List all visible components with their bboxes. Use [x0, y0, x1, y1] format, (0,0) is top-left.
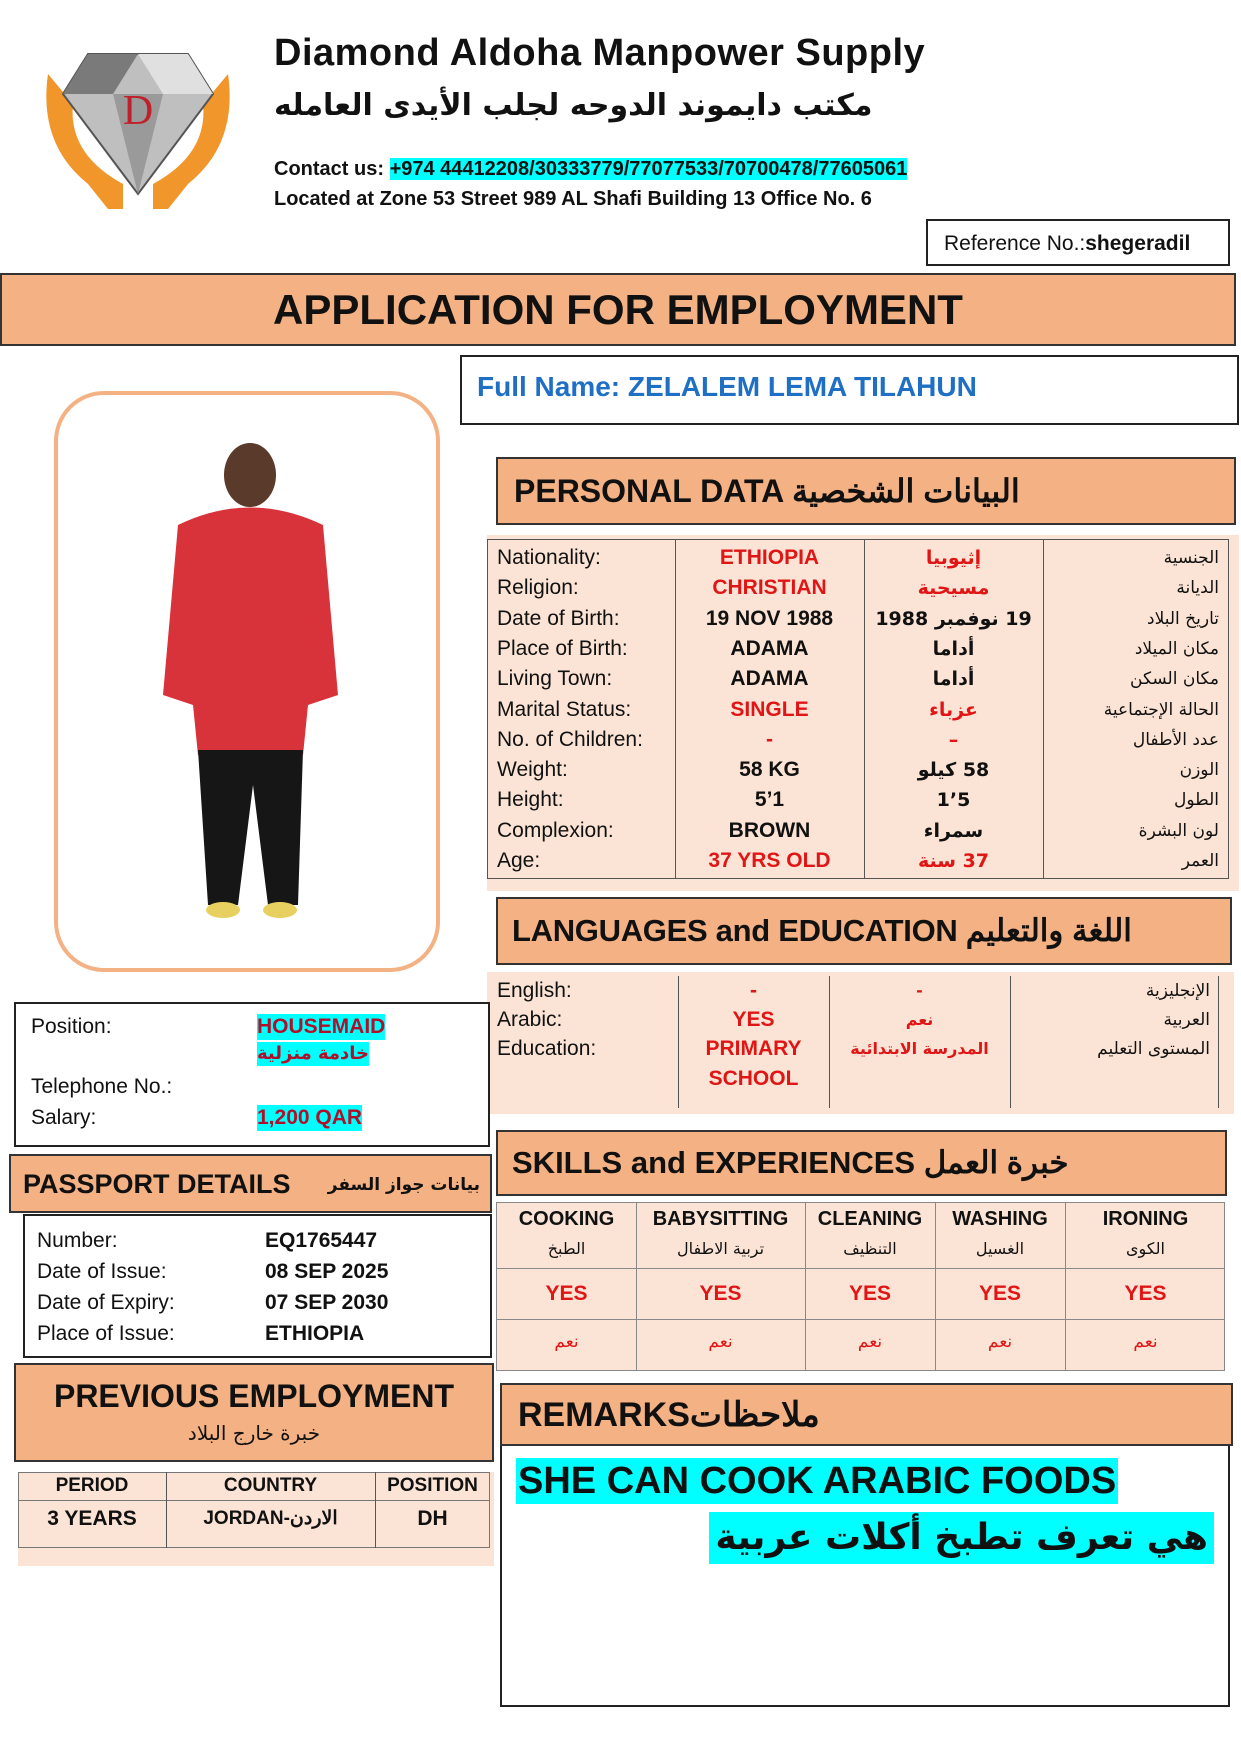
- personal-data-header-text: PERSONAL DATA البيانات الشخصية: [514, 473, 1020, 509]
- position-value-prev: DH: [417, 1507, 448, 1530]
- personal-label: No. of Children:: [497, 727, 643, 751]
- passport-label: Date of Issue:: [37, 1260, 167, 1283]
- personal-value-arabic: –: [948, 728, 959, 751]
- reference-box: [926, 219, 1230, 266]
- position-box: [14, 1002, 490, 1147]
- application-title-text: APPLICATION FOR EMPLOYMENT: [273, 286, 963, 333]
- personal-value-arabic: 19 نوفمبر 1988: [875, 607, 1032, 630]
- passport-value: ETHIOPIA: [265, 1322, 365, 1345]
- skill-name-arabic: الغسيل: [975, 1239, 1025, 1258]
- skill-name: WASHING: [952, 1208, 1048, 1230]
- passport-value: 08 SEP 2025: [265, 1260, 389, 1283]
- personal-value: ETHIOPIA: [719, 546, 820, 569]
- company-logo: [28, 34, 248, 214]
- language-label-arabic: العربية: [1163, 1010, 1210, 1030]
- position-value-arabic: خادمة منزلية: [257, 1043, 370, 1064]
- personal-value: 19 NOV 1988: [705, 606, 834, 630]
- passport-header-text: PASSPORT DETAILS: [23, 1169, 291, 1199]
- personal-label-arabic: الجنسية: [1163, 548, 1219, 568]
- personal-value-arabic: مسيحية: [917, 577, 990, 600]
- personal-value: SINGLE: [730, 697, 809, 721]
- skill-name: BABYSITTING: [652, 1208, 789, 1230]
- personal-label-arabic: تاريخ البلاد: [1147, 608, 1219, 629]
- personal-label: Weight:: [497, 758, 568, 782]
- skill-yes: YES: [978, 1282, 1022, 1305]
- remarks-line-arabic: هي تعرف تطبخ أكلات عربية: [709, 1512, 1214, 1564]
- skill-name-arabic: تربية الاطفال: [676, 1239, 765, 1258]
- company-name-arabic: مكتب دايموند الدوحه لجلب الأيدى العامله: [274, 88, 873, 123]
- personal-label-arabic: عدد الأطفال: [1132, 729, 1219, 750]
- language-value: PRIMARY SCHOOL: [705, 1037, 802, 1090]
- remarks-box: [500, 1446, 1230, 1707]
- personal-value-arabic: 58 كيلو: [917, 759, 990, 782]
- personal-label: Height:: [497, 788, 564, 812]
- salary-value: 1,200 QAR: [257, 1106, 363, 1129]
- language-value-arabic: المدرسة الابتدائية: [850, 1039, 989, 1058]
- passport-label: Date of Expiry:: [37, 1291, 175, 1314]
- column-period: PERIOD: [55, 1475, 129, 1496]
- languages-header: [496, 897, 1232, 965]
- skill-yes-arabic: نعم: [708, 1332, 733, 1352]
- personal-value: 5’1: [754, 788, 785, 812]
- personal-value: BROWN: [728, 818, 811, 842]
- personal-label: Age:: [497, 849, 541, 872]
- application-title: [0, 273, 1236, 346]
- skill-name: COOKING: [518, 1208, 615, 1230]
- skill-yes-arabic: نعم: [554, 1332, 579, 1352]
- passport-label: Number:: [37, 1229, 118, 1252]
- language-label: Education:: [497, 1037, 597, 1060]
- personal-label: Complexion:: [497, 818, 614, 842]
- period-value: 3 YEARS: [47, 1507, 137, 1530]
- applicant-photo: [54, 391, 440, 972]
- passport-header: [9, 1154, 492, 1213]
- personal-value-arabic: أداما: [932, 637, 975, 660]
- personal-value-arabic: إثيوبيا: [925, 547, 982, 569]
- salary-label: Salary:: [31, 1106, 97, 1129]
- skill-yes: YES: [1124, 1282, 1167, 1305]
- personal-value: ADAMA: [730, 636, 809, 660]
- personal-value: 37 YRS OLD: [708, 849, 831, 872]
- personal-label-arabic: الحالة الإجتماعية: [1103, 699, 1219, 720]
- previous-employment-title-arabic: خبرة خارج البلاد: [187, 1421, 321, 1445]
- previous-employment-table: [18, 1472, 494, 1566]
- passport-value: 07 SEP 2030: [265, 1291, 389, 1314]
- language-label: Arabic:: [497, 1008, 563, 1031]
- personal-value: CHRISTIAN: [712, 576, 827, 600]
- personal-label-arabic: الوزن: [1179, 760, 1219, 781]
- personal-label: Living Town:: [497, 667, 613, 691]
- remarks-header: [500, 1383, 1233, 1446]
- telephone-label: Telephone No.:: [31, 1075, 173, 1098]
- languages-table: [487, 972, 1234, 1114]
- personal-label: Religion:: [497, 576, 579, 600]
- personal-data-table: [487, 535, 1239, 891]
- personal-label: Marital Status:: [497, 697, 632, 721]
- language-value-arabic: نعم: [905, 1010, 934, 1029]
- language-label-arabic: المستوى التعليم: [1097, 1039, 1210, 1059]
- skill-yes: YES: [848, 1282, 892, 1305]
- personal-label: Date of Birth:: [497, 606, 620, 630]
- country-value: JORDAN-الاردن: [203, 1508, 338, 1529]
- office-address: Located at Zone 53 Street 989 AL Shafi Building 13 Office No. 6: [274, 188, 872, 210]
- personal-value: ADAMA: [730, 667, 809, 691]
- position-label: Position:: [31, 1015, 112, 1038]
- passport-value: EQ1765447: [265, 1229, 378, 1252]
- passport-label: Place of Issue:: [37, 1322, 175, 1345]
- personal-label-arabic: الطول: [1174, 790, 1219, 811]
- personal-value: 58 KG: [739, 758, 800, 782]
- personal-value-arabic: 5’1: [936, 789, 971, 812]
- skill-name: CLEANING: [817, 1208, 923, 1230]
- personal-value-arabic: سمراء: [923, 819, 984, 842]
- personal-label-arabic: مكان الميلاد: [1134, 638, 1219, 659]
- skill-yes-arabic: نعم: [857, 1332, 883, 1352]
- skill-name-arabic: الكوى: [1126, 1239, 1165, 1258]
- previous-employment-title: PREVIOUS EMPLOYMENT: [53, 1378, 455, 1414]
- languages-header-text: LANGUAGES and EDUCATION اللغة والتعليم: [512, 913, 1132, 948]
- reference-label: Reference No.:: [944, 232, 1086, 255]
- contact-label: Contact us:: [274, 158, 384, 180]
- passport-details-box: [23, 1214, 492, 1358]
- remarks-line-english: SHE CAN COOK ARABIC FOODS: [518, 1460, 1117, 1502]
- language-value-arabic: -: [916, 981, 923, 1000]
- language-value: -: [750, 979, 757, 1002]
- personal-value-arabic: عزباء: [929, 698, 978, 721]
- personal-label-arabic: الديانة: [1176, 578, 1219, 599]
- position-value: HOUSEMAID: [257, 1015, 386, 1038]
- personal-value-arabic: أداما: [932, 668, 975, 691]
- full-name-label: Full Name:: [477, 371, 621, 402]
- skill-yes-arabic: نعم: [987, 1332, 1013, 1352]
- language-label-arabic: الإنجليزية: [1145, 981, 1210, 1001]
- svg-text:D: D: [122, 88, 154, 134]
- previous-employment-header: [14, 1363, 494, 1462]
- skills-header-text: SKILLS and EXPERIENCES خبرة العمل: [512, 1145, 1069, 1180]
- personal-label-arabic: العمر: [1181, 851, 1219, 871]
- column-country: COUNTRY: [223, 1475, 318, 1496]
- contact-line: [274, 158, 907, 181]
- personal-value-arabic: 37 سنة: [917, 850, 990, 872]
- personal-label: Place of Birth:: [497, 636, 628, 660]
- passport-header-arabic: بيانات جواز السفر: [327, 1175, 480, 1195]
- personal-data-header: [496, 457, 1236, 525]
- skill-yes: YES: [699, 1282, 742, 1305]
- skill-yes-arabic: نعم: [1133, 1332, 1158, 1352]
- contact-numbers: +974 44412208/30333779/77077533/70700478/77605061: [389, 158, 908, 180]
- skill-name-arabic: التنظيف: [843, 1239, 897, 1258]
- full-name-value: ZELALEM LEMA TILAHUN: [627, 371, 977, 402]
- company-name: Diamond Aldoha Manpower Supply: [274, 32, 926, 74]
- language-value: YES: [732, 1008, 775, 1031]
- personal-label-arabic: مكان السكن: [1130, 669, 1219, 690]
- skill-name: IRONING: [1102, 1208, 1189, 1230]
- skill-yes: YES: [545, 1282, 588, 1305]
- skill-name-arabic: الطبخ: [547, 1239, 586, 1258]
- skills-header: [496, 1130, 1227, 1196]
- column-position: POSITION: [387, 1475, 478, 1496]
- remarks-header-text: REMARKSملاحظات: [518, 1396, 820, 1434]
- personal-label: Nationality:: [497, 546, 601, 569]
- personal-value: -: [766, 727, 773, 751]
- skills-table: [496, 1202, 1225, 1371]
- personal-label-arabic: لون البشرة: [1138, 820, 1219, 841]
- reference-value: shegeradil: [1085, 232, 1191, 255]
- language-label: English:: [497, 979, 572, 1002]
- full-name-box: [460, 355, 1239, 425]
